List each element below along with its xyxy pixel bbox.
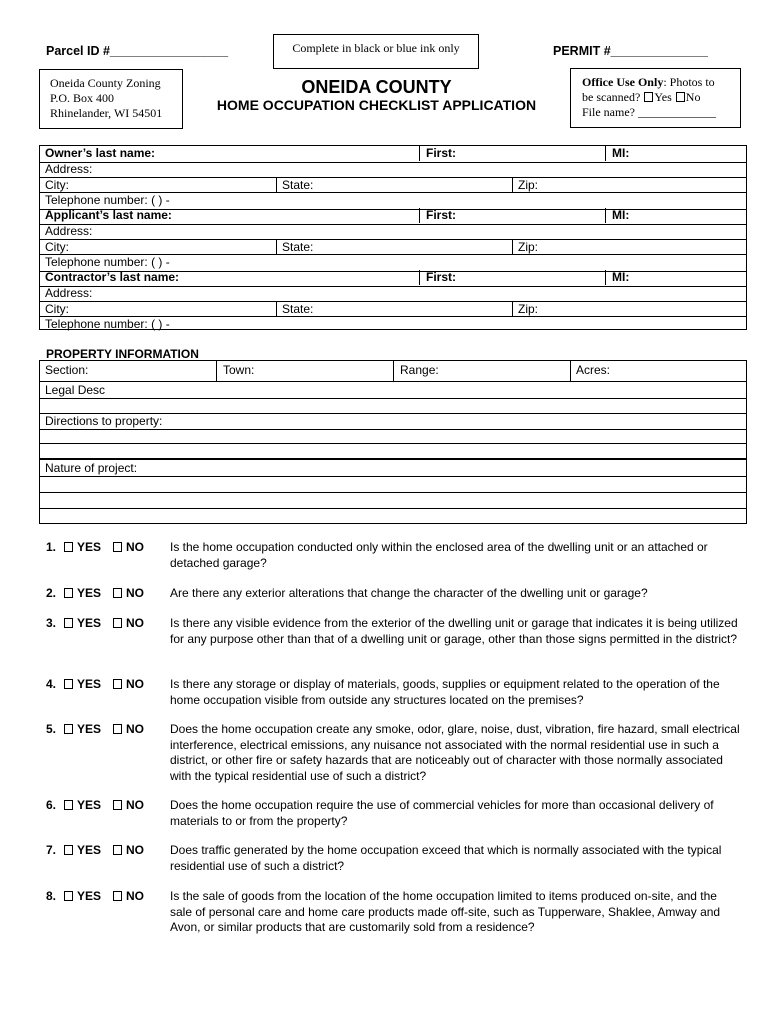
checkbox-icon[interactable]: [113, 588, 122, 598]
parties-table: [39, 145, 747, 330]
applicant-phone-row: [40, 254, 746, 272]
question-text: Does the home occupation create any smoke, odor, glare, noise, dust, vibration, fire hazard, small electrical interference, electrical emissions, any nuisance not associated with the normal residential use in such a district, or other fire or safety hazards that are noticeably out of character with those normally associated with the typical residential use of such a district?: [170, 722, 740, 783]
question-text: Does traffic generated by the home occupation exceed that which is normally associated with the typical residential use of such a district?: [170, 843, 722, 873]
checkbox-icon[interactable]: [64, 800, 73, 810]
question-number: 3.: [46, 616, 57, 630]
contractor-zip-field[interactable]: Zip:: [518, 302, 539, 316]
question-text: Is there any storage or display of materials, goods, supplies or equipment related to the operation of the home occupation visible from outside any structures located on the premises?: [170, 677, 720, 707]
question-number: 8.: [46, 889, 57, 903]
office-file-name: File name? _____________: [582, 105, 716, 119]
no-option[interactable]: NO: [113, 889, 144, 903]
question-text: Is the home occupation conducted only within the enclosed area of the dwelling unit or an attached or detached garage?: [170, 540, 708, 570]
owner-name-row: [40, 146, 746, 163]
owner-address-row: [40, 162, 746, 178]
contractor-address-field[interactable]: Address:: [45, 285, 93, 300]
property-table: [39, 360, 747, 524]
town-field[interactable]: Town:: [223, 363, 255, 377]
photos-no-label: No: [685, 90, 701, 104]
contractor-state-field[interactable]: State:: [282, 302, 314, 316]
yes-option[interactable]: YES: [64, 586, 101, 600]
checkbox-icon[interactable]: [64, 845, 73, 855]
ink-instruction-box: Complete in black or blue ink only: [273, 34, 479, 69]
address-line: Rhinelander, WI 54501: [50, 106, 163, 120]
legal-desc-row: [40, 382, 746, 399]
checkbox-icon[interactable]: [113, 845, 122, 855]
applicant-zip-field[interactable]: Zip:: [518, 240, 539, 254]
question-number: 7.: [46, 843, 57, 857]
property-grid-row: [40, 361, 746, 382]
county-address-box: [39, 69, 183, 129]
owner-address-field[interactable]: Address:: [45, 161, 93, 176]
yes-option[interactable]: YES: [64, 798, 101, 812]
address-line: P.O. Box 400: [50, 91, 115, 105]
contractor-phone-field[interactable]: Telephone number: ( ) -: [45, 317, 170, 331]
question-text: Is there any visible evidence from the exterior of the dwelling unit or garage that indicates it is being utilized for any purpose other than that of a dwelling unit or garage, other than those signs permitted in the district?: [170, 616, 738, 646]
yes-option[interactable]: YES: [64, 889, 101, 903]
owner-zip-field[interactable]: Zip:: [518, 178, 539, 192]
checkbox-icon[interactable]: [64, 588, 73, 598]
yes-option[interactable]: YES: [64, 677, 101, 691]
applicant-name-row: [40, 208, 746, 225]
checkbox-icon[interactable]: [64, 891, 73, 901]
question-text: Is the sale of goods from the location of the home occupation limited to items produced on-site, and the sale of personal care and home care products made off-site, such as Tupperware, Shaklee, Amway and Avon, or similar products that are customarily sold from a residence?: [170, 889, 721, 934]
directions-row: [40, 414, 746, 430]
directions-field[interactable]: Directions to property:: [45, 414, 163, 428]
page-title: ONEIDA COUNTY: [301, 77, 452, 97]
yes-option[interactable]: YES: [64, 843, 101, 857]
no-option[interactable]: NO: [113, 677, 144, 691]
checkbox-icon[interactable]: [113, 679, 122, 689]
applicant-address-field[interactable]: Address:: [45, 223, 93, 238]
section-field[interactable]: Section:: [45, 363, 89, 377]
no-option[interactable]: NO: [113, 540, 144, 554]
range-field[interactable]: Range:: [400, 363, 439, 377]
yes-option[interactable]: YES: [64, 540, 101, 554]
nature-row: [40, 460, 746, 477]
contractor-name-row: [40, 270, 746, 287]
applicant-first-name-field[interactable]: First:: [426, 208, 456, 222]
checkbox-icon[interactable]: [113, 800, 122, 810]
question-text: Does the home occupation require the use of commercial vehicles for more than occasional delivery of materials to or from the property?: [170, 798, 714, 828]
page-subtitle: HOME OCCUPATION CHECKLIST APPLICATION: [216, 97, 537, 113]
applicant-mi-field[interactable]: MI:: [612, 208, 630, 222]
applicant-last-name-field[interactable]: Applicant’s last name:: [45, 208, 172, 222]
property-info-heading: PROPERTY INFORMATION: [46, 347, 199, 361]
owner-first-name-field[interactable]: First:: [426, 146, 456, 160]
contractor-city-row: [40, 301, 746, 317]
blank-row[interactable]: [40, 444, 746, 460]
no-option[interactable]: NO: [113, 798, 144, 812]
checkbox-icon[interactable]: [64, 618, 73, 628]
owner-last-name-field[interactable]: Owner’s last name:: [45, 146, 156, 160]
question-number: 6.: [46, 798, 57, 812]
photos-yes-label: Yes: [654, 90, 672, 104]
question-number: 5.: [46, 722, 57, 736]
no-option[interactable]: NO: [113, 843, 144, 857]
legal-desc-field[interactable]: Legal Desc: [45, 383, 106, 397]
applicant-phone-field[interactable]: Telephone number: ( ) -: [45, 255, 170, 269]
owner-city-row: [40, 177, 746, 193]
blank-row[interactable]: [40, 430, 746, 444]
checkbox-icon[interactable]: [113, 724, 122, 734]
yes-option[interactable]: YES: [64, 722, 101, 736]
question-number: 2.: [46, 586, 57, 600]
office-line2: be scanned?: [582, 90, 641, 104]
photos-no-checkbox[interactable]: [676, 92, 685, 102]
acres-field[interactable]: Acres:: [576, 363, 611, 377]
owner-phone-field[interactable]: Telephone number: ( ) -: [45, 193, 170, 207]
office-line1: : Photos to: [663, 75, 715, 89]
checkbox-icon[interactable]: [113, 542, 122, 552]
question-text: Are there any exterior alterations that change the character of the dwelling unit or garage?: [170, 586, 648, 600]
applicant-city-field[interactable]: City:: [45, 240, 69, 254]
office-use-label: Office Use Only: [582, 75, 664, 89]
blank-row[interactable]: [40, 493, 746, 509]
owner-state-field[interactable]: State:: [282, 178, 314, 192]
contractor-mi-field[interactable]: MI:: [612, 270, 630, 284]
checkbox-icon[interactable]: [64, 542, 73, 552]
applicant-city-row: [40, 239, 746, 255]
contractor-last-name-field[interactable]: Contractor’s last name:: [45, 270, 180, 284]
no-option[interactable]: NO: [113, 586, 144, 600]
checkbox-icon[interactable]: [113, 891, 122, 901]
parcel-id-field[interactable]: Parcel ID #_________________: [46, 44, 229, 58]
contractor-city-field[interactable]: City:: [45, 302, 69, 316]
no-option[interactable]: NO: [113, 616, 144, 630]
contractor-address-row: [40, 286, 746, 302]
applicant-state-field[interactable]: State:: [282, 240, 314, 254]
contractor-phone-row: [40, 316, 746, 333]
checkbox-icon[interactable]: [64, 724, 73, 734]
blank-row[interactable]: [40, 477, 746, 493]
owner-phone-row: [40, 192, 746, 210]
contractor-first-name-field[interactable]: First:: [426, 270, 456, 284]
office-use-box: [570, 68, 741, 128]
no-option[interactable]: NO: [113, 722, 144, 736]
photos-yes-checkbox[interactable]: [644, 92, 653, 102]
owner-city-field[interactable]: City:: [45, 178, 69, 192]
blank-row[interactable]: [40, 509, 746, 523]
question-number: 1.: [46, 540, 57, 554]
permit-number-field[interactable]: PERMIT #______________: [553, 44, 708, 58]
applicant-address-row: [40, 224, 746, 240]
checkbox-icon[interactable]: [113, 618, 122, 628]
yes-option[interactable]: YES: [64, 616, 101, 630]
nature-of-project-field[interactable]: Nature of project:: [45, 461, 138, 475]
checkbox-icon[interactable]: [64, 679, 73, 689]
blank-row[interactable]: [40, 399, 746, 414]
owner-mi-field[interactable]: MI:: [612, 146, 630, 160]
question-number: 4.: [46, 677, 57, 691]
address-line: Oneida County Zoning: [50, 76, 161, 90]
